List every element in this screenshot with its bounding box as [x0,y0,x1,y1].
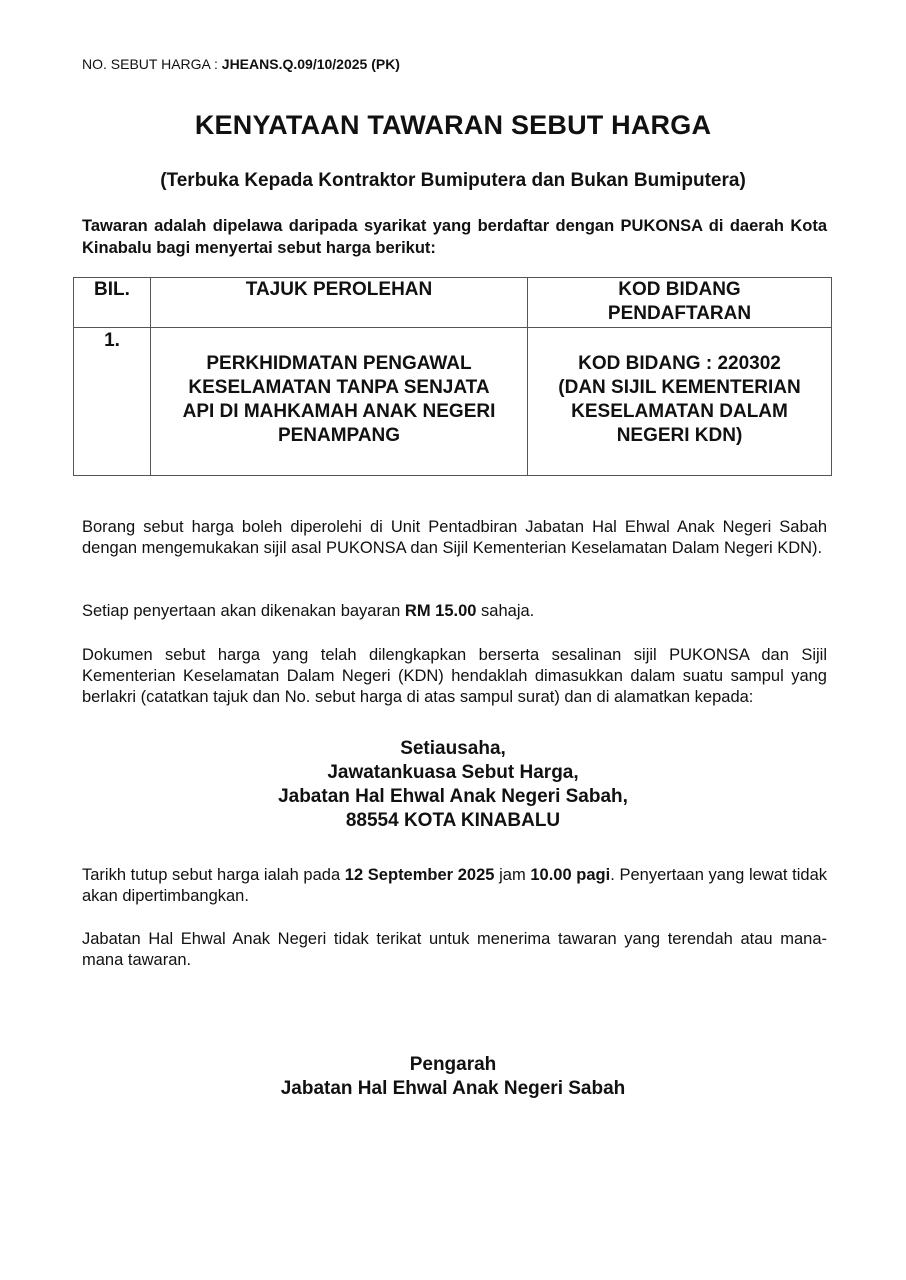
bayaran-text-end: sahaja. [476,602,535,620]
address-block [0,737,906,833]
paragraph-borang: Borang sebut harga boleh diperolehi di Unit Pentadbiran Jabatan Hal Ehwal Anak Negeri Sabah dengan mengemukakan sijil asal PUKONSA dan Sijil Kementerian Keselamatan Dalam Negeri KDN). [82,518,827,557]
code-line: KESELAMATAN DALAM [571,401,788,422]
header-kod-line2: PENDAFTARAN [607,303,752,324]
reference-label: NO. SEBUT HARGA : [82,56,222,72]
paragraph-disclaimer: Jabatan Hal Ehwal Anak Negeri tidak terikat untuk menerima tawaran yang terendah atau mana-mana tawaran. [82,930,827,969]
tarikh-text: Tarikh tutup sebut harga ialah pada [82,866,345,884]
intro-paragraph: Tawaran adalah dipelawa daripada syarikat yang berdaftar dengan PUKONSA di daerah Kota Kinabalu bagi menyertai sebut harga berikut: [82,217,827,257]
address-line: Setiausaha, [400,738,506,759]
paragraph-tarikh [82,865,827,907]
header-bil: BIL. [74,278,151,328]
row-title [151,328,528,476]
closing-date: 12 September 2025 [344,866,495,884]
address-line: Jabatan Hal Ehwal Anak Negeri Sabah, [278,786,628,807]
reference-number: JHEANS.Q.09/10/2025 (PK) [221,56,400,72]
header-tajuk: TAJUK PEROLEHAN [151,278,528,328]
table-row [74,328,832,476]
fee-amount: RM 15.00 [404,602,477,620]
table-header-row [74,278,832,328]
row-code [528,328,832,476]
address-line: Jawatankuasa Sebut Harga, [327,762,579,783]
procurement-table [73,277,832,476]
row-number: 1. [74,328,151,476]
title-line: API DI MAHKAMAH ANAK NEGERI [182,401,496,422]
code-line: KOD BIDANG : 220302 [578,353,781,374]
tarikh-end: . Penyertaan yang lewat tidak akan dipertimbangkan. [82,866,827,905]
code-line: NEGERI KDN) [616,425,743,446]
quotation-reference [82,56,400,72]
title-line: PENAMPANG [277,425,401,446]
paragraph-bayaran [82,601,827,622]
document-subtitle: (Terbuka Kepada Kontraktor Bumiputera dan Bukan Bumiputera) [160,170,746,191]
header-kod [528,278,832,328]
signature-department: Jabatan Hal Ehwal Anak Negeri Sabah [280,1078,626,1099]
tarikh-mid: jam [494,866,531,884]
bayaran-text: Setiap penyertaan akan dikenakan bayaran [82,602,405,620]
title-line: KESELAMATAN TANPA SENJATA [188,377,490,398]
signature-block [0,1053,906,1101]
signature-title: Pengarah [409,1054,497,1075]
document-title: KENYATAAN TAWARAN SEBUT HARGA [194,110,712,140]
address-line: 88554 KOTA KINABALU [345,810,561,831]
paragraph-dokumen: Dokumen sebut harga yang telah dilengkapkan berserta sesalinan sijil PUKONSA dan Sijil Kementerian Keselamatan Dalam Negeri (KDN) hendaklah dimasukkan dalam suatu sampul yang berlakri (catatkan tajuk dan No. sebut harga di atas sampul surat) dan di alamatkan kepada: [82,646,827,706]
code-line: (DAN SIJIL KEMENTERIAN [558,377,801,398]
title-line: PERKHIDMATAN PENGAWAL [206,353,472,374]
header-kod-line1: KOD BIDANG [618,279,741,300]
closing-time: 10.00 pagi [530,866,611,884]
